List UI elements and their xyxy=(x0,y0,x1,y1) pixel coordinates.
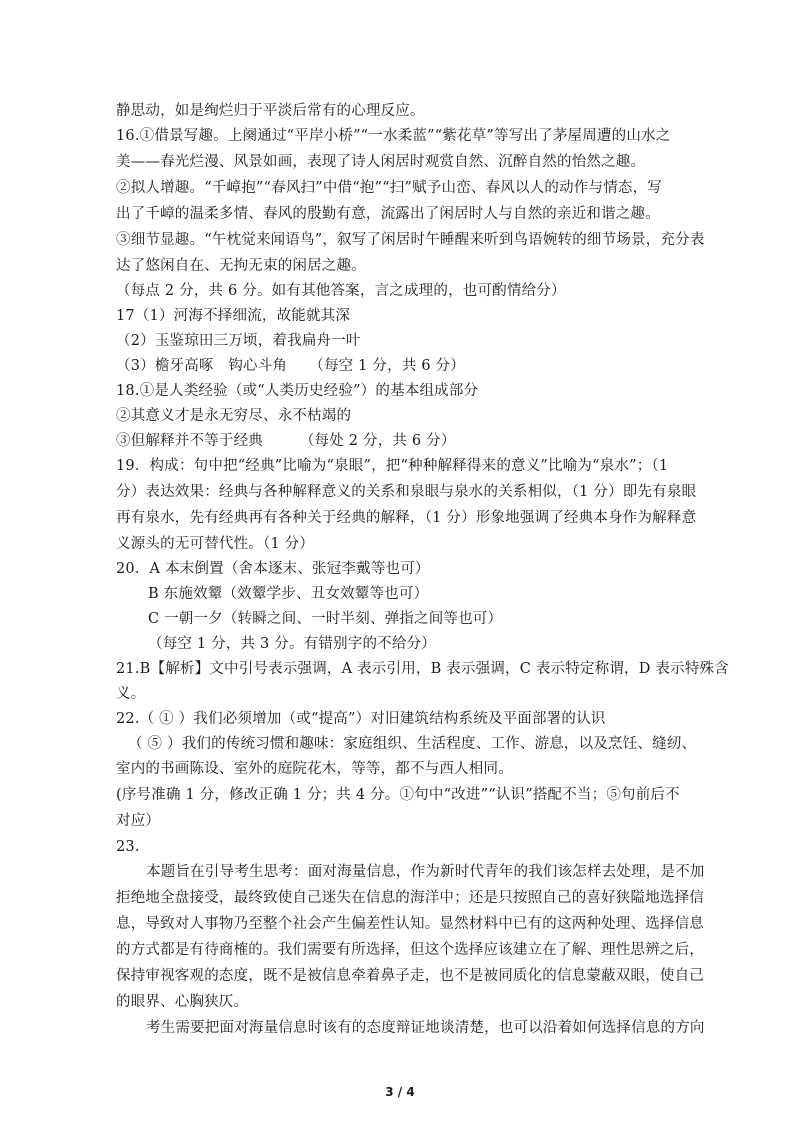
text-line: 分）表达效果：经典与各种解释意义的关系和泉眼与泉水的关系相似，（1 分）即先有泉眼 xyxy=(116,484,697,500)
text-line: ③但解释并不等于经典 （每处 2 分，共 6 分） xyxy=(116,433,456,449)
text-line: ②拟人增趣。“千嶂抱”“春风扫”中借“抱”“扫”赋予山峦、春风以人的动作与情态，写 xyxy=(116,180,662,196)
text-line: 静思动，如是绚烂归于平淡后常有的心理反应。 xyxy=(116,103,425,119)
text-line: 出了千嶂的温柔多情、春风的殷勤有意，流露出了闲居时人与自然的亲近和谐之趣。 xyxy=(116,206,660,222)
text-line: ③细节显趣。“午枕觉来闻语鸟”，叙写了闲居时午睡醒来听到鸟语婉转的细节场景，充分表 xyxy=(116,232,705,248)
page-number: 3 / 4 xyxy=(385,1085,415,1099)
scoring-note: （每空 1 分，共 3 分。有错别字的不给分） xyxy=(148,636,436,652)
text-line: B 东施效颦（效颦学步、丑女效颦等也可） xyxy=(148,586,429,602)
text-line: 美——春光烂漫、风景如画，表现了诗人闲居时观赏自然、沉醉自然的怡然之趣。 xyxy=(116,154,646,170)
paragraph-line: 考生需要把面对海量信息时该有的态度辩证地谈清楚，也可以沿着如何选择信息的方向 xyxy=(146,1020,705,1036)
text-line: 义。 xyxy=(116,686,146,702)
text-line: 室内的书画陈设、室外的庭院花木，等等，都不与西人相同。 xyxy=(116,761,513,777)
text-line: 对应） xyxy=(116,813,161,829)
paragraph-line: 本题旨在引导考生思考：面对海量信息，作为新时代青年的我们该怎样去处理，是不加 xyxy=(146,864,705,880)
text-line: 义源头的无可替代性。（1 分） xyxy=(116,536,315,552)
answer-23-heading: 23. xyxy=(116,839,140,855)
answer-20-line: 20．A 本末倒置（舍本逐末、张冠李戴等也可） xyxy=(116,561,430,577)
text-line: C 一朝一夕（转瞬之间、一时半刻、弹指之间等也可） xyxy=(148,611,503,627)
text-line: （3）檐牙高啄 钩心斗角 （每空 1 分，共 6 分） xyxy=(116,358,465,374)
paragraph-line: 拒绝地全盘接受，最终致使自己迷失在信息的海洋中；还是只按照自己的喜好狭隘地选择信 xyxy=(116,890,704,906)
answer-16-line: 16.①借景写趣。上阕通过“平岸小桥”“一水柔蓝”“紫花草”等写出了茅屋周遭的山水之 xyxy=(116,128,671,144)
scoring-note: (序号准确 1 分，修改正确 1 分；共 4 分。①句中“改进”“认识”搭配不当；⑤句前后不 xyxy=(116,787,680,803)
paragraph-line: 保持审视客观的态度，既不是被信息牵着鼻子走，也不是被同质化的信息蒙蔽双眼，使自己 xyxy=(116,968,704,984)
text-line: 达了悠闲自在、无拘无束的闲居之趣。 xyxy=(116,258,366,274)
paragraph-line: 的眼界、心胸狭仄。 xyxy=(116,994,249,1010)
paragraph-line: 息，导致对人事物乃至整个社会产生偏差性认知。显然材料中已有的这两种处理、选择信息 xyxy=(116,916,704,932)
answer-17-line: 17（1）河海不择细流，故能就其深 xyxy=(116,308,351,324)
scoring-note: （每点 2 分，共 6 分。如有其他答案，言之成理的，也可酌情给分） xyxy=(116,283,566,299)
answer-19-line: 19．构成：句中把“经典”比喻为“泉眼”，把“种种解释得来的意义”比喻为“泉水”；（1 xyxy=(116,458,669,474)
answer-21-line: 21.B【解析】文中引号表示强调，A 表示引用，B 表示强调，C 表示特定称谓，D 表示特殊含 xyxy=(116,661,729,677)
text-line: ②其意义才是永无穷尽、永不枯竭的 xyxy=(116,408,352,424)
answer-22-line: 22.（ ① ）我们必须增加（或“提高”）对旧建筑结构系统及平面部署的认识 xyxy=(116,711,606,727)
text-line: （ ⑤ ）我们的传统习惯和趣味：家庭组织、生活程度、工作、游息，以及烹饪、缝纫、 xyxy=(128,736,697,752)
text-line: （2）玉鉴琼田三万顷，着我扁舟一叶 xyxy=(116,333,361,349)
paragraph-line: 的方式都是有待商榷的。我们需要有所选择，但这个选择应该建立在了解、理性思辨之后， xyxy=(116,942,704,958)
answer-18-line: 18.①是人类经验（或“人类历史经验”）的基本组成部分 xyxy=(116,383,479,399)
text-line: 再有泉水，先有经典再有各种关于经典的解释，（1 分）形象地强调了经典本身作为解释意 xyxy=(116,510,697,526)
